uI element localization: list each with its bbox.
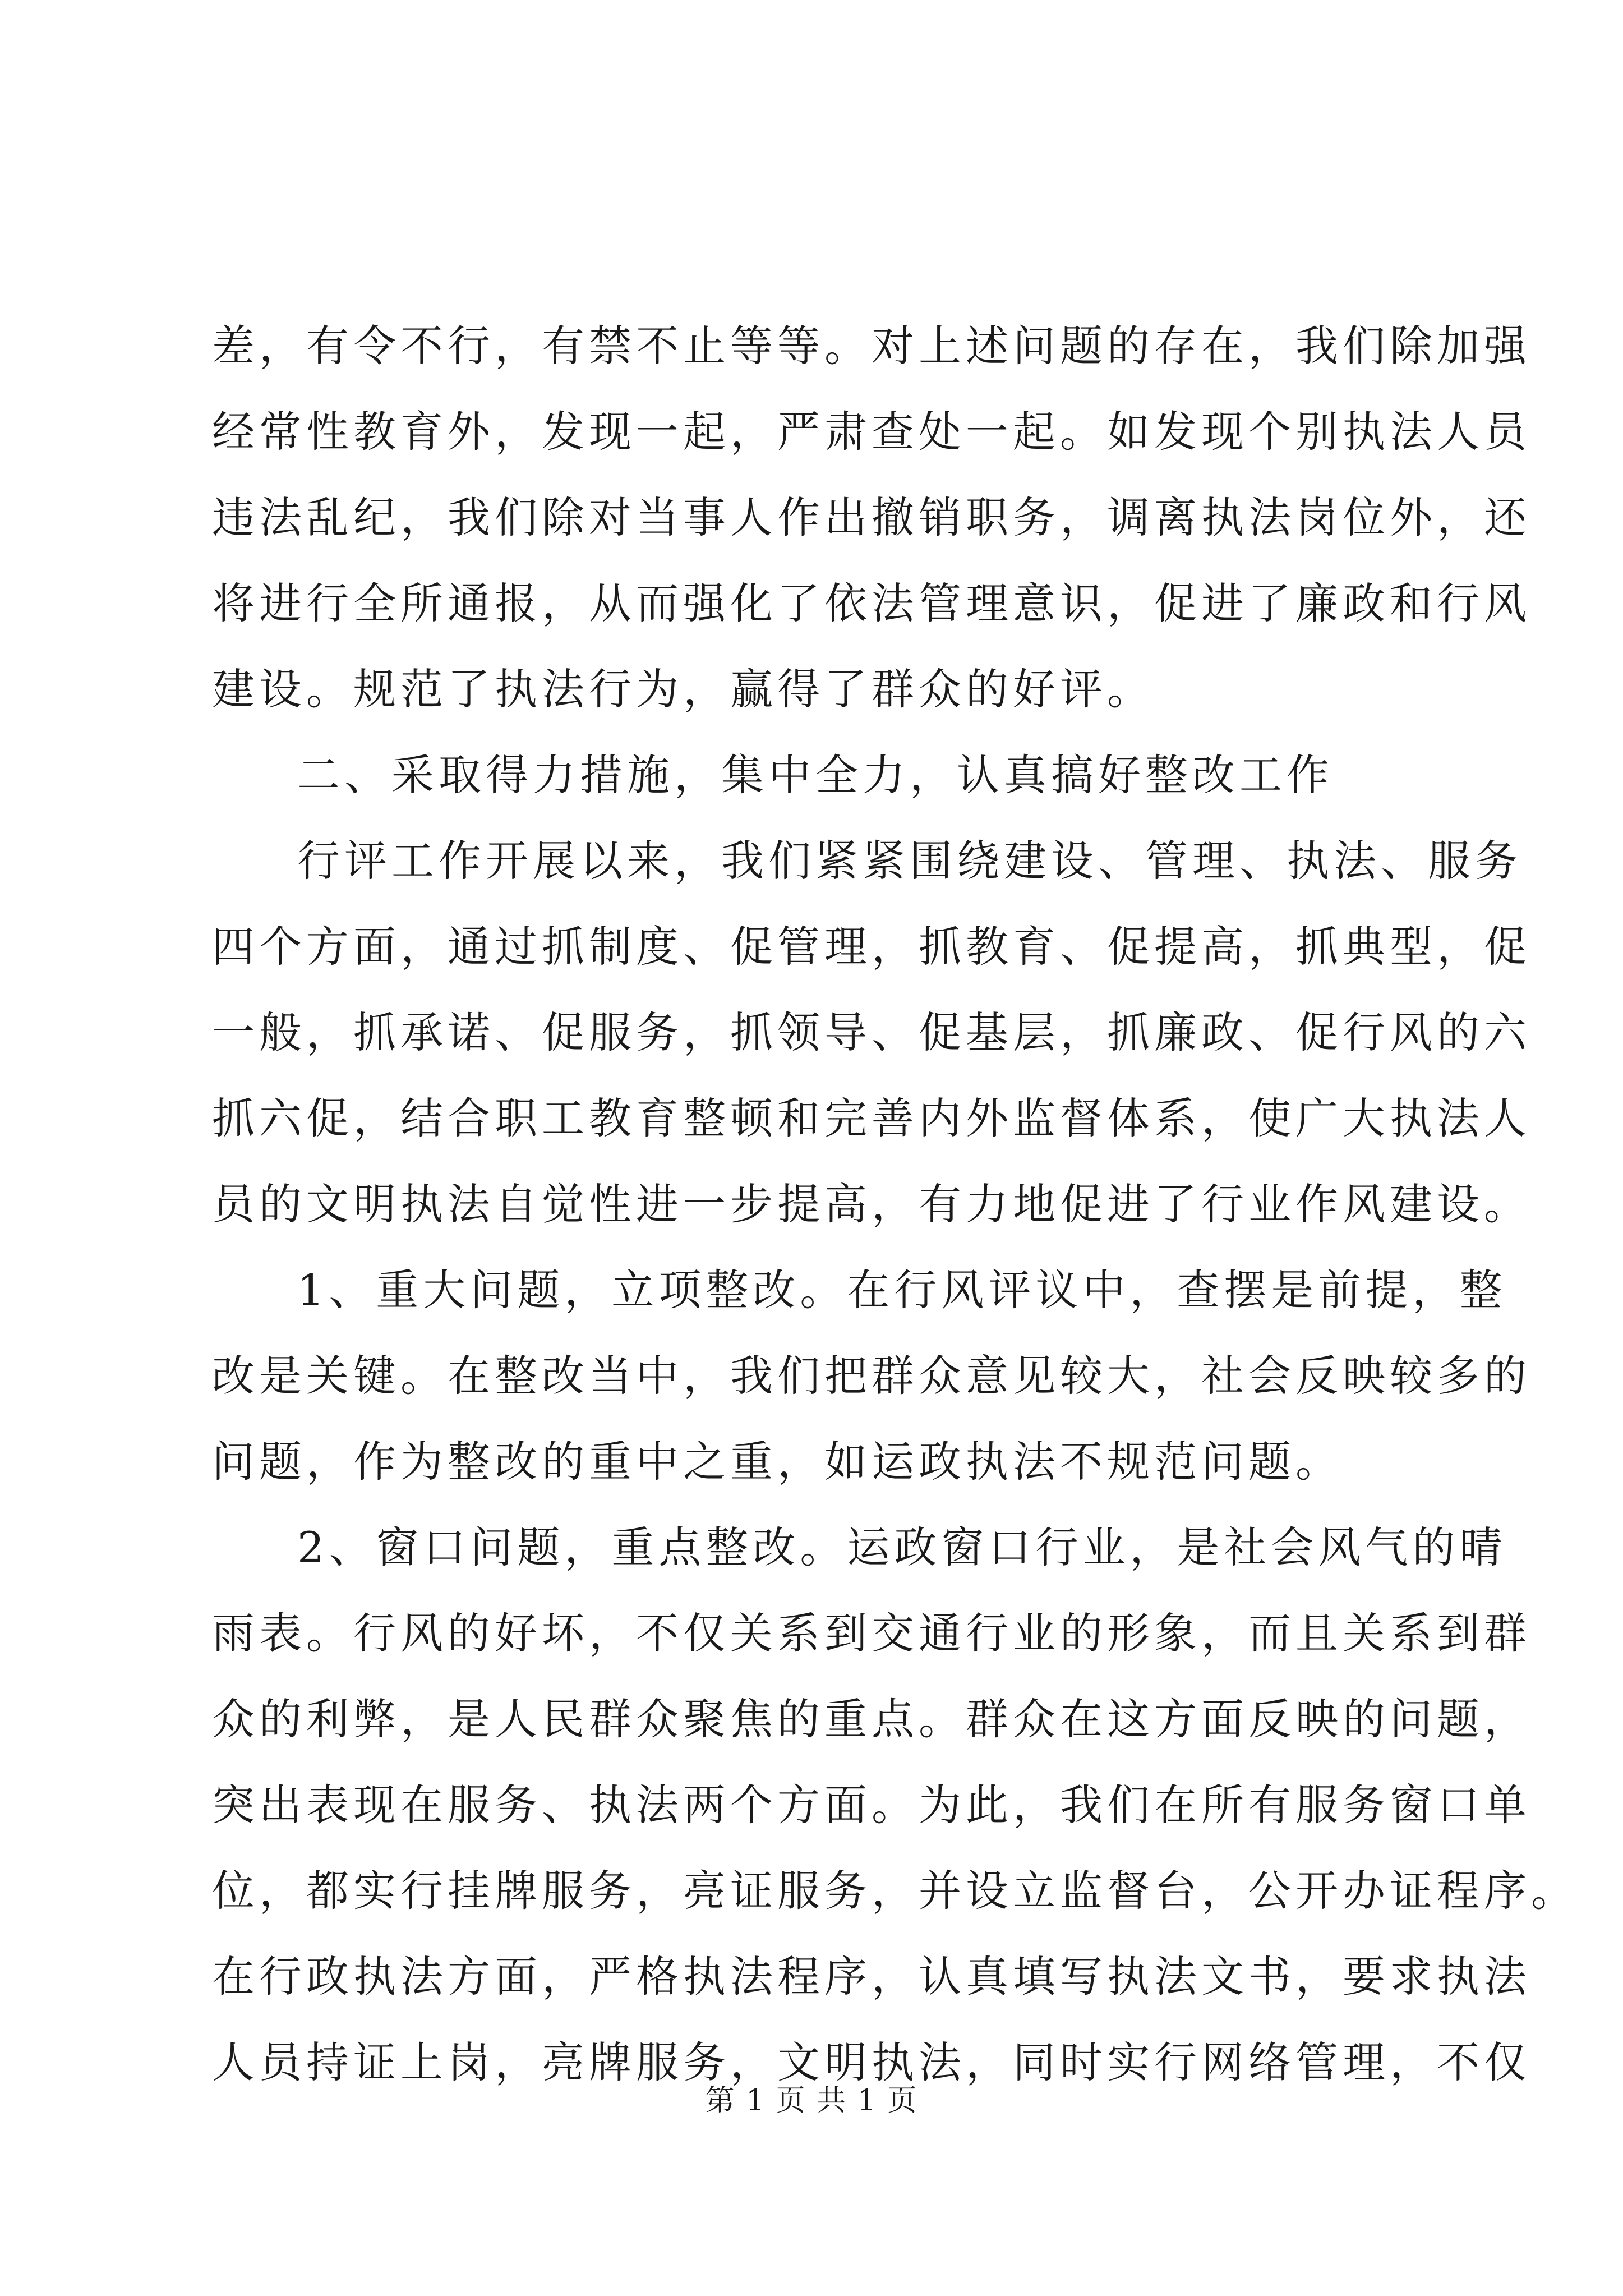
document-body: [212, 303, 1578, 2105]
text-line: 突出表现在服务、执法两个方面。为此，我们在所有服务窗口单: [212, 1780, 1531, 1830]
text-line: 差，有令不行，有禁不止等等。对上述问题的存在，我们除加强: [212, 321, 1531, 371]
text-line: 众的利弊，是人民群众聚焦的重点。群众在这方面反映的问题，: [212, 1694, 1531, 1744]
text-line: 2、窗口问题，重点整改。运政窗口行业，是社会风气的晴: [297, 1522, 1507, 1572]
text-line: 将进行全所通报，从而强化了依法管理意识，促进了廉政和行风: [212, 578, 1531, 628]
text-line: 位，都实行挂牌服务，亮证服务，并设立监督台，公开办证程序。: [212, 1866, 1578, 1916]
section-heading: [212, 732, 1412, 818]
text-line: 违法乱纪，我们除对当事人作出撤销职务，调离执法岗位外，还: [212, 493, 1531, 542]
text-line: 经常性教育外，发现一起，严肃查处一起。如发现个别执法人员: [212, 407, 1531, 457]
text-line: 1、重大问题，立项整改。在行风评议中，查摆是前提，整: [297, 1265, 1507, 1315]
text-line: 四个方面，通过抓制度、促管理，抓教育、促提高，抓典型，促: [212, 922, 1531, 972]
text-line: 雨表。行风的好坏，不仅关系到交通行业的形象，而且关系到群: [212, 1608, 1531, 1658]
page-number-label: 第 1 页 共 1 页: [705, 2084, 918, 2118]
heading-line: 二、采取得力措施，集中全力，认真搞好整改工作: [297, 750, 1334, 800]
text-line: 问题，作为整改的重中之重，如运政执法不规范问题。: [212, 1437, 1343, 1487]
paragraph: [212, 303, 1531, 732]
text-line: 员的文明执法自觉性进一步提高，有力地促进了行业作风建设。: [212, 1179, 1531, 1229]
text-line: 抓六促，结合职工教育整顿和完善内外监督体系，使广大执法人: [212, 1093, 1531, 1143]
text-line: 一般，抓承诺、促服务，抓领导、促基层，抓廉政、促行风的六: [212, 1007, 1531, 1057]
page-footer: [0, 2081, 1623, 2120]
text-line: 行评工作开展以来，我们紧紧围绕建设、管理、执法、服务: [297, 836, 1522, 886]
paragraph: [212, 1247, 1531, 1504]
text-line: 在行政执法方面，严格执法程序，认真填写执法文书，要求执法: [212, 1952, 1531, 2001]
paragraph: [212, 1504, 1578, 2105]
text-line: 人员持证上岗，亮牌服务，文明执法，同时实行网络管理，不仅: [212, 2037, 1531, 2087]
text-line: 改是关键。在整改当中，我们把群众意见较大，社会反映较多的: [212, 1351, 1531, 1401]
text-line: 建设。规范了执法行为，赢得了群众的好评。: [212, 664, 1154, 714]
paragraph: [212, 818, 1531, 1247]
